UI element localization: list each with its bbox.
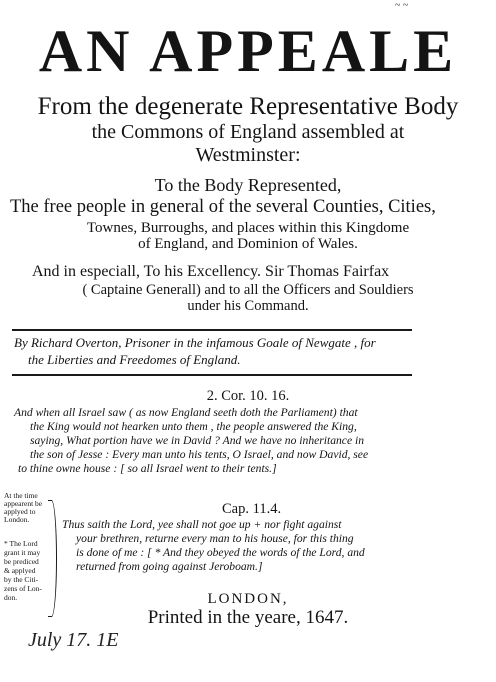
margin-note-4: London. <box>4 515 30 524</box>
dedication-line-3: under his Command. <box>187 298 309 314</box>
subtitle-line-2: the Commons of England assembled at <box>91 121 405 143</box>
scripture-1-line-5: to thine owne house : [ so all Israel went to their tents.] <box>18 462 277 475</box>
scripture-2-line-4: returned from going against Jeroboam.] <box>76 560 263 573</box>
margin-note-2: appearent be <box>4 499 43 508</box>
margin-note-8: be prediced <box>4 557 39 566</box>
scripture-2-line-1: Thus saith the Lord, yee shall not goe up + nor fight against <box>62 518 342 531</box>
margin-note-7: grant it may <box>4 548 41 557</box>
margin-note-9: & applyed <box>4 566 36 575</box>
author-line-2: the Liberties and Freedomes of England. <box>28 352 241 367</box>
main-title: AN APPEALE <box>38 18 458 84</box>
imprint-date: Printed in the yeare, 1647. <box>147 607 349 628</box>
top-edge-mark: ~ ~ <box>395 0 409 11</box>
scripture-1-line-4: the son of Jesse : Every man unto his tents, O Israel, and now David, see <box>30 448 369 461</box>
scripture-2-reference: Cap. 11.4. <box>222 501 282 517</box>
margin-note-11: zens of Lon- <box>4 584 42 593</box>
address-line-3: of England, and Dominion of Wales. <box>138 236 358 252</box>
margin-note-3: applyed to <box>4 507 36 516</box>
margin-note-12: don. <box>4 593 18 602</box>
author-line-1: By Richard Overton, Prisoner in the infamous Goale of Newgate , for <box>14 335 376 350</box>
scripture-2-line-2: your brethren, returne every man to his house, for this thing <box>76 532 354 545</box>
address-to-body: To the Body Represented, <box>154 175 342 195</box>
scripture-1-line-3: saying, What portion have we in David ? And we have no inheritance in <box>30 434 365 447</box>
scripture-1-line-2: the King would not hearken unto them , the people answered the King, <box>30 420 357 433</box>
imprint-place: LONDON, <box>207 591 289 607</box>
scripture-1-line-1: And when all Israel saw ( as now England seeth doth the Parliament) that <box>14 406 358 419</box>
handwritten-date-note: July 17. 1E <box>28 629 119 651</box>
rule-top-author <box>12 329 412 331</box>
subtitle-line-1: From the degenerate Representative Body <box>37 93 459 120</box>
subtitle-line-3: Westminster: <box>195 144 301 166</box>
dedication-line-2: ( Captaine Generall) and to all the Officers and Souldiers <box>82 282 414 298</box>
margin-note-6: * The Lord <box>4 539 38 548</box>
address-line-2: Townes, Burroughs, and places within this Kingdome <box>86 220 410 236</box>
dedication-line-1: And in especiall, To his Excellency. Sir Thomas Fairfax <box>32 263 390 280</box>
margin-note-1: At the time <box>4 491 38 500</box>
address-line-1: The free people in general of the several Counties, Cities, <box>10 197 436 217</box>
scripture-1-reference: 2. Cor. 10. 16. <box>206 388 290 404</box>
margin-note-10: by the Citi- <box>4 575 39 584</box>
scripture-2-line-3: is done of me : [ * And they obeyed the words of the Lord, and <box>76 546 365 559</box>
rule-bottom-author <box>12 374 412 376</box>
